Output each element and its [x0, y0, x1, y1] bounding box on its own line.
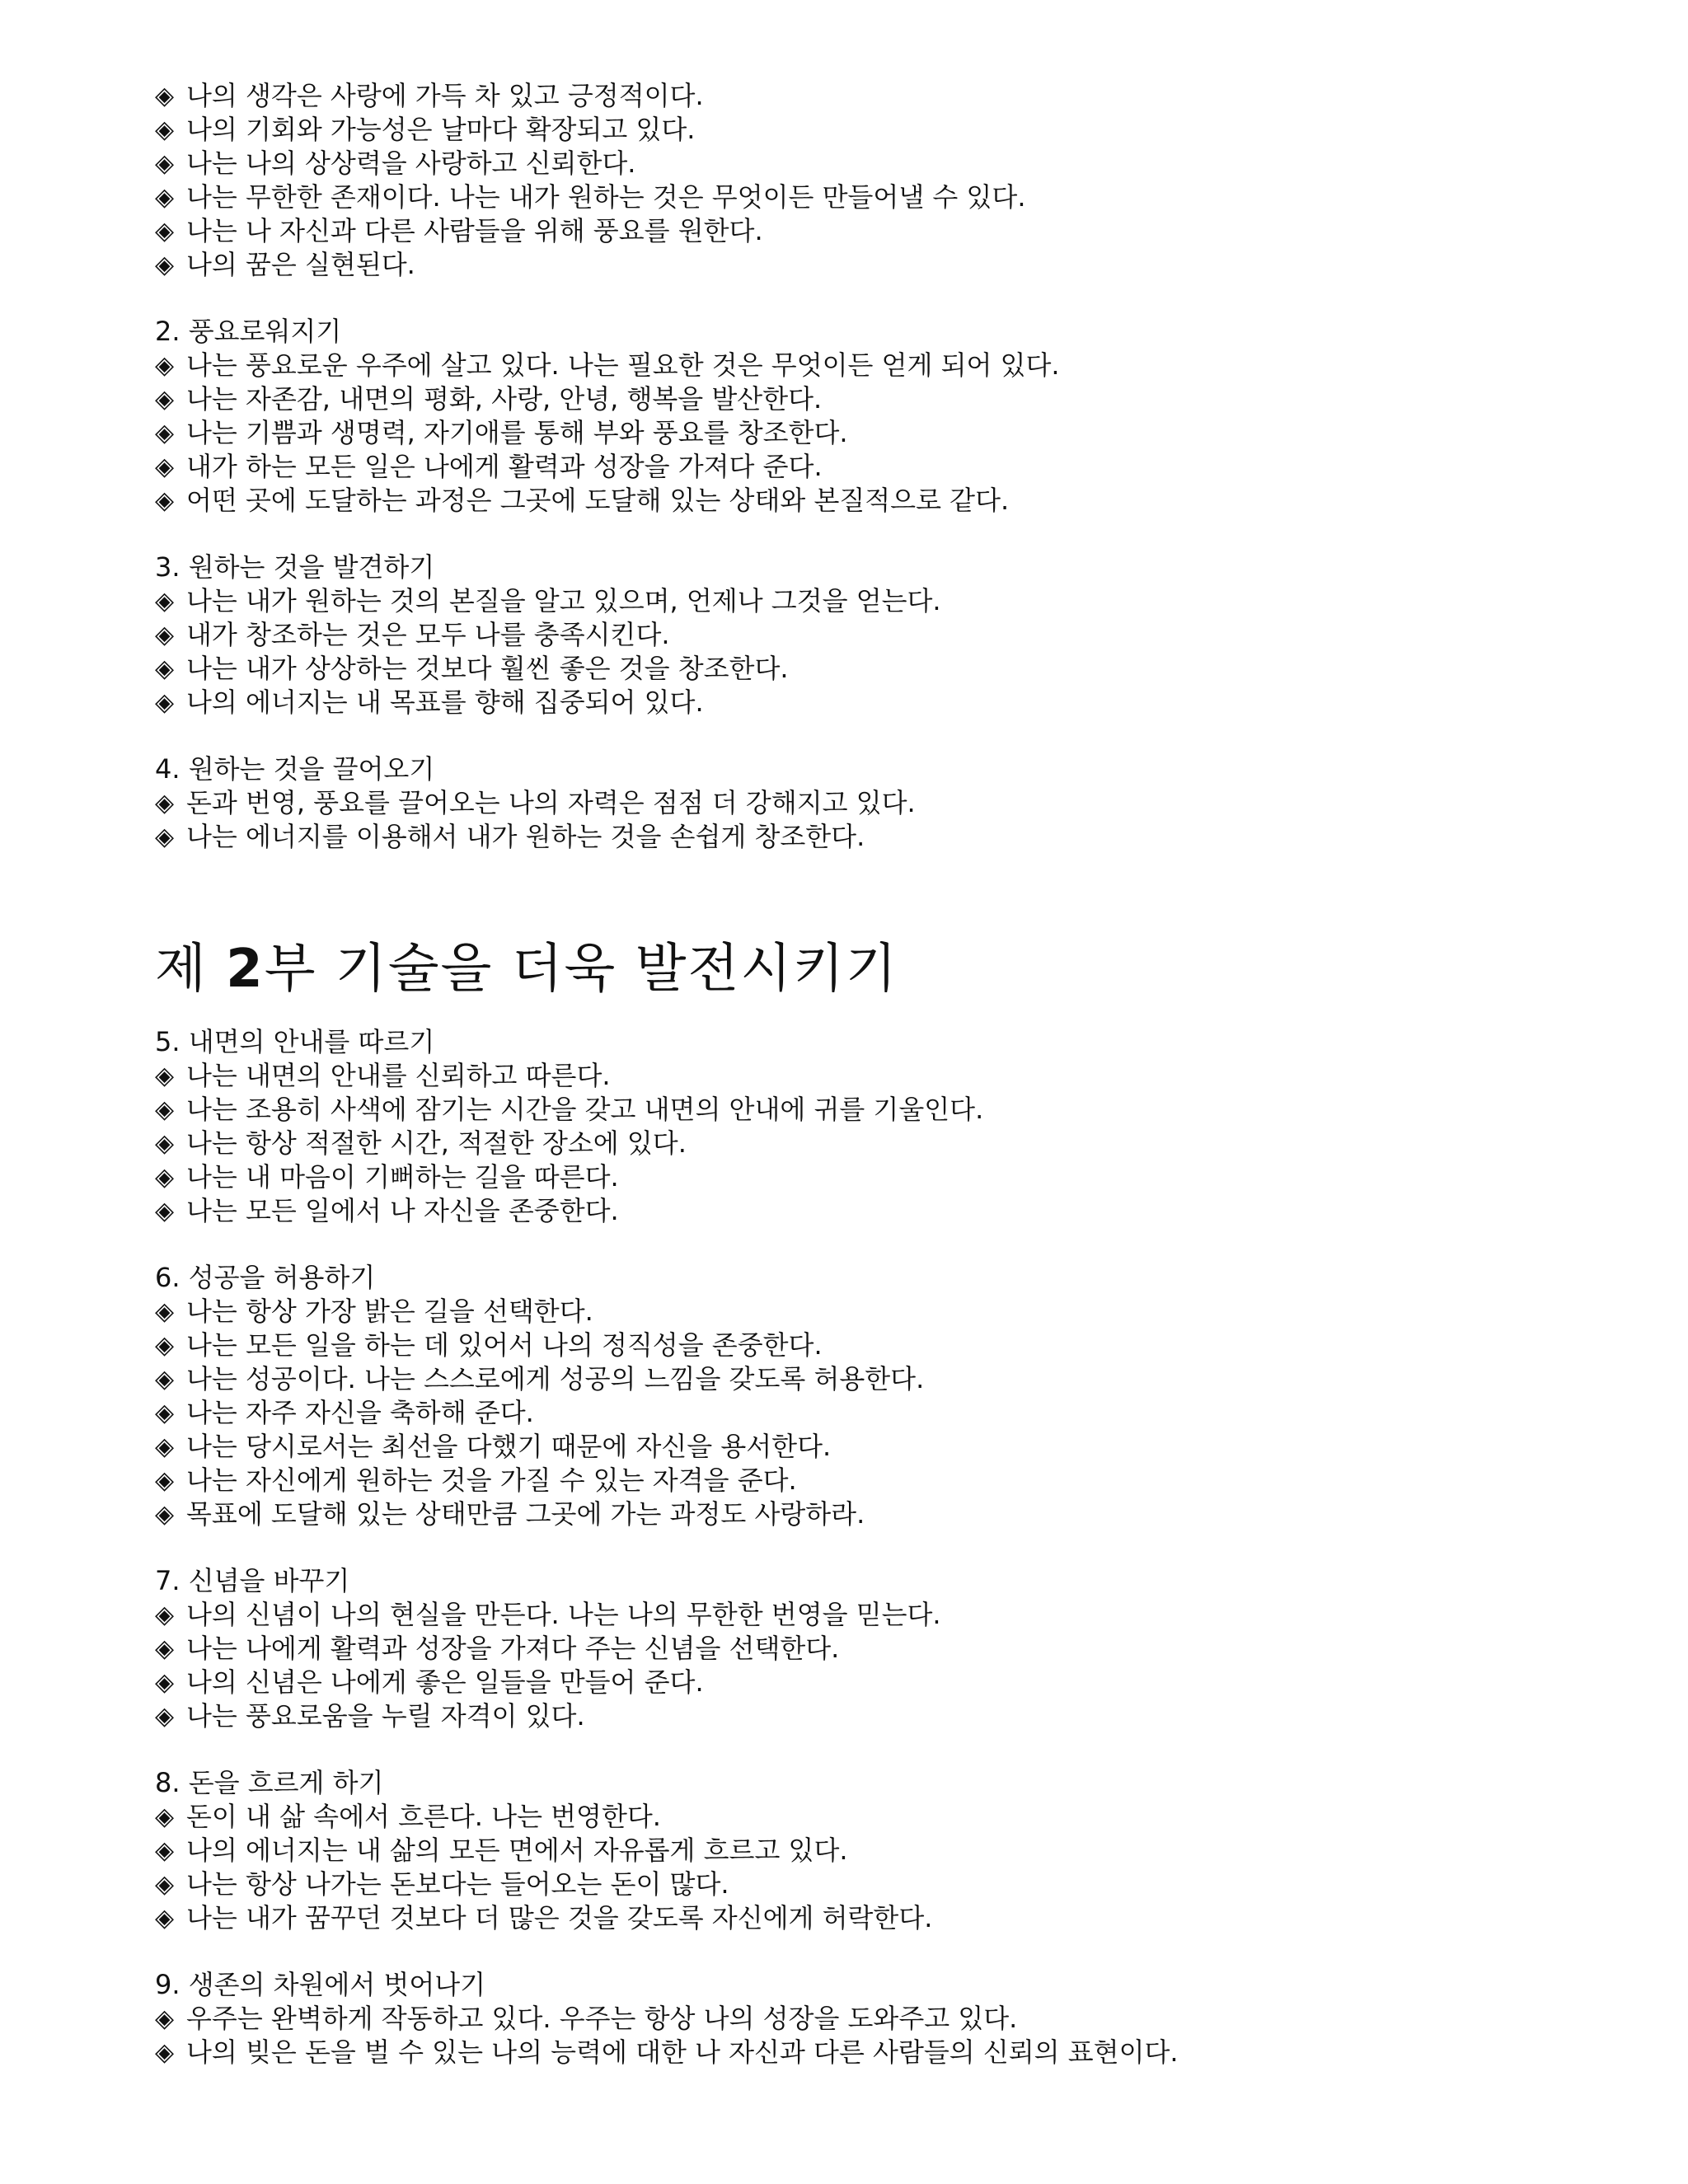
affirmation-text: 나는 나 자신과 다른 사람들을 위해 풍요를 원한다. [186, 215, 763, 246]
affirmation-text: 나의 에너지는 내 삶의 모든 면에서 자유롭게 흐르고 있다. [186, 1835, 848, 1866]
diamond-bullet-icon: ◈ [155, 1668, 175, 1697]
affirmation-text: 나는 풍요로움을 누릴 자격이 있다. [186, 1700, 585, 1732]
affirmation-item [155, 1295, 1639, 1329]
affirmation-section [155, 1968, 1639, 2069]
diamond-bullet-icon: ◈ [155, 1129, 175, 1158]
affirmation-item [155, 484, 1639, 518]
diamond-bullet-icon: ◈ [155, 2038, 175, 2067]
affirmation-item [155, 1598, 1639, 1632]
affirmation-text: 어떤 곳에 도달하는 과정은 그곳에 도달해 있는 상태와 본질적으로 같다. [186, 485, 1010, 516]
affirmation-item [155, 79, 1639, 113]
part2-heading-number: 2 [226, 939, 265, 1000]
affirmation-item [155, 113, 1639, 147]
diamond-bullet-icon: ◈ [155, 1331, 175, 1360]
affirmation-item [155, 2002, 1639, 2036]
document-page [155, 79, 1639, 2102]
part2-sections [155, 1025, 1639, 2069]
diamond-bullet-icon: ◈ [155, 183, 175, 212]
affirmation-item [155, 382, 1639, 416]
diamond-bullet-icon: ◈ [155, 587, 175, 616]
affirmation-text: 목표에 도달해 있는 상태만큼 그곳에 가는 과정도 사랑하라. [186, 1498, 865, 1530]
section-title: 2. 풍요로워지기 [155, 316, 342, 347]
diamond-bullet-icon: ◈ [155, 351, 175, 380]
affirmation-text: 나는 성공이다. 나는 스스로에게 성공의 느낌을 갖도록 허용한다. [186, 1363, 925, 1394]
affirmation-item [155, 1160, 1639, 1194]
diamond-bullet-icon: ◈ [155, 1702, 175, 1731]
part1-sections [155, 315, 1639, 854]
diamond-bullet-icon: ◈ [155, 419, 175, 448]
section-title: 6. 성공을 허용하기 [155, 1262, 376, 1293]
affirmation-item [155, 450, 1639, 484]
diamond-bullet-icon: ◈ [155, 1399, 175, 1427]
section-title: 3. 원하는 것을 발견하기 [155, 551, 435, 583]
affirmation-section [155, 315, 1639, 518]
affirmation-item [155, 1059, 1639, 1093]
affirmation-item [155, 214, 1639, 248]
affirmation-text: 나의 빚은 돈을 벌 수 있는 나의 능력에 대한 나 자신과 다른 사람들의 신뢰의 표현이다. [186, 2036, 1179, 2068]
affirmation-section [155, 752, 1639, 854]
affirmation-section [155, 1025, 1639, 1228]
diamond-bullet-icon: ◈ [155, 217, 175, 246]
diamond-bullet-icon: ◈ [155, 1297, 175, 1326]
diamond-bullet-icon: ◈ [155, 149, 175, 178]
section-title: 7. 신념을 바꾸기 [155, 1565, 350, 1596]
affirmation-item [155, 1901, 1639, 1935]
affirmation-text: 나는 항상 적절한 시간, 적절한 장소에 있다. [186, 1127, 687, 1159]
affirmation-text: 나는 나에게 활력과 성장을 가져다 주는 신념을 선택한다. [186, 1633, 840, 1664]
affirmation-text: 나는 내 마음이 기뻐하는 길을 따른다. [186, 1161, 619, 1193]
affirmation-text: 나는 항상 가장 밝은 길을 선택한다. [186, 1296, 593, 1327]
affirmation-item [155, 584, 1639, 618]
diamond-bullet-icon: ◈ [155, 654, 175, 683]
affirmation-text: 나는 항상 나가는 돈보다는 들어오는 돈이 많다. [186, 1868, 729, 1900]
affirmation-text: 나의 생각은 사랑에 가득 차 있고 긍정적이다. [186, 80, 704, 111]
affirmation-item [155, 1127, 1639, 1160]
affirmation-item [155, 820, 1639, 854]
diamond-bullet-icon: ◈ [155, 1634, 175, 1663]
affirmation-text: 나의 에너지는 내 목표를 향해 집중되어 있다. [186, 687, 704, 718]
affirmation-text: 나의 기회와 가능성은 날마다 확장되고 있다. [186, 114, 696, 145]
diamond-bullet-icon: ◈ [155, 251, 175, 279]
affirmation-text: 나는 풍요로운 우주에 살고 있다. 나는 필요한 것은 무엇이든 얻게 되어 있다. [186, 349, 1060, 381]
affirmation-text: 나는 내면의 안내를 신뢰하고 따른다. [186, 1060, 611, 1091]
affirmation-text: 나는 나의 상상력을 사랑하고 신뢰한다. [186, 148, 636, 179]
affirmation-text: 나는 자존감, 내면의 평화, 사랑, 안녕, 행복을 발산한다. [186, 383, 823, 415]
diamond-bullet-icon: ◈ [155, 1432, 175, 1461]
section-title: 9. 생존의 차원에서 벗어나기 [155, 1969, 486, 2000]
affirmation-text: 나는 자주 자신을 축하해 준다. [186, 1397, 534, 1428]
affirmation-item [155, 147, 1639, 180]
affirmation-text: 나는 모든 일을 하는 데 있어서 나의 정직성을 존중한다. [186, 1329, 823, 1361]
diamond-bullet-icon: ◈ [155, 486, 175, 515]
diamond-bullet-icon: ◈ [155, 1601, 175, 1629]
affirmation-item [155, 1430, 1639, 1464]
diamond-bullet-icon: ◈ [155, 1365, 175, 1394]
affirmation-item [155, 180, 1639, 214]
intro-affirmations [155, 79, 1639, 282]
diamond-bullet-icon: ◈ [155, 1062, 175, 1090]
affirmation-section [155, 551, 1639, 719]
affirmation-item [155, 1834, 1639, 1868]
section-title: 5. 내면의 안내를 따르기 [155, 1026, 435, 1057]
affirmation-item [155, 652, 1639, 686]
affirmation-text: 나는 내가 상상하는 것보다 훨씬 좋은 것을 창조한다. [186, 653, 789, 684]
affirmation-item [155, 248, 1639, 282]
diamond-bullet-icon: ◈ [155, 621, 175, 649]
affirmation-item [155, 1800, 1639, 1834]
affirmation-item [155, 1666, 1639, 1699]
part2-heading [155, 936, 1639, 1002]
affirmation-section [155, 1261, 1639, 1531]
affirmation-text: 나는 에너지를 이용해서 내가 원하는 것을 손쉽게 창조한다. [186, 821, 865, 852]
affirmation-section [155, 1564, 1639, 1733]
affirmation-text: 나는 내가 꿈꾸던 것보다 더 많은 것을 갖도록 자신에게 허락한다. [186, 1902, 933, 1933]
diamond-bullet-icon: ◈ [155, 1802, 175, 1831]
affirmation-text: 나는 기쁨과 생명력, 자기애를 통해 부와 풍요를 창조한다. [186, 417, 848, 448]
affirmation-item [155, 786, 1639, 820]
affirmation-item [155, 416, 1639, 450]
affirmation-text: 나의 신념이 나의 현실을 만든다. 나는 나의 무한한 번영을 믿는다. [186, 1599, 941, 1630]
affirmation-item [155, 1396, 1639, 1430]
affirmation-text: 나는 조용히 사색에 잠기는 시간을 갖고 내면의 안내에 귀를 기울인다. [186, 1094, 984, 1125]
affirmation-item [155, 618, 1639, 652]
affirmation-item [155, 1093, 1639, 1127]
affirmation-text: 나는 자신에게 원하는 것을 가질 수 있는 자격을 준다. [186, 1465, 797, 1496]
affirmation-text: 우주는 완벽하게 작동하고 있다. 우주는 항상 나의 성장을 도와주고 있다. [186, 2003, 1018, 2034]
affirmation-item [155, 1868, 1639, 1901]
affirmation-text: 돈과 번영, 풍요를 끌어오는 나의 자력은 점점 더 강해지고 있다. [186, 787, 916, 818]
diamond-bullet-icon: ◈ [155, 823, 175, 851]
affirmation-item [155, 1699, 1639, 1733]
diamond-bullet-icon: ◈ [155, 82, 175, 110]
diamond-bullet-icon: ◈ [155, 115, 175, 144]
diamond-bullet-icon: ◈ [155, 2004, 175, 2033]
affirmation-item [155, 1497, 1639, 1531]
affirmation-text: 나는 내가 원하는 것의 본질을 알고 있으며, 언제나 그것을 얻는다. [186, 585, 941, 616]
affirmation-item [155, 1329, 1639, 1362]
affirmation-item [155, 1632, 1639, 1666]
affirmation-text: 나는 당시로서는 최선을 다했기 때문에 자신을 용서한다. [186, 1431, 832, 1462]
diamond-bullet-icon: ◈ [155, 1197, 175, 1226]
diamond-bullet-icon: ◈ [155, 1904, 175, 1933]
affirmation-item [155, 1464, 1639, 1497]
part2-heading-suffix: 부 기술을 더욱 발전시키기 [264, 939, 898, 1000]
affirmation-text: 내가 하는 모든 일은 나에게 활력과 성장을 가져다 준다. [186, 451, 823, 482]
affirmation-text: 나의 신념은 나에게 좋은 일들을 만들어 준다. [186, 1666, 704, 1698]
section-title: 4. 원하는 것을 끌어오기 [155, 753, 435, 785]
diamond-bullet-icon: ◈ [155, 452, 175, 481]
affirmation-text: 내가 창조하는 것은 모두 나를 충족시킨다. [186, 619, 670, 650]
affirmation-text: 나는 무한한 존재이다. 나는 내가 원하는 것은 무엇이든 만들어낼 수 있다. [186, 181, 1026, 213]
diamond-bullet-icon: ◈ [155, 1466, 175, 1495]
affirmation-item [155, 1362, 1639, 1396]
diamond-bullet-icon: ◈ [155, 1870, 175, 1899]
diamond-bullet-icon: ◈ [155, 789, 175, 818]
part2-heading-prefix: 제 [155, 939, 208, 1000]
affirmation-item [155, 349, 1639, 382]
affirmation-text: 돈이 내 삶 속에서 흐른다. 나는 번영한다. [186, 1801, 661, 1832]
diamond-bullet-icon: ◈ [155, 1836, 175, 1865]
affirmation-item [155, 686, 1639, 719]
affirmation-text: 나의 꿈은 실현된다. [186, 249, 415, 280]
diamond-bullet-icon: ◈ [155, 385, 175, 414]
diamond-bullet-icon: ◈ [155, 688, 175, 717]
affirmation-section [155, 1766, 1639, 1935]
section-title: 8. 돈을 흐르게 하기 [155, 1767, 384, 1798]
affirmation-text: 나는 모든 일에서 나 자신을 존중한다. [186, 1195, 619, 1226]
diamond-bullet-icon: ◈ [155, 1500, 175, 1529]
diamond-bullet-icon: ◈ [155, 1095, 175, 1124]
affirmation-item [155, 1194, 1639, 1228]
diamond-bullet-icon: ◈ [155, 1163, 175, 1192]
affirmation-item [155, 2036, 1639, 2069]
